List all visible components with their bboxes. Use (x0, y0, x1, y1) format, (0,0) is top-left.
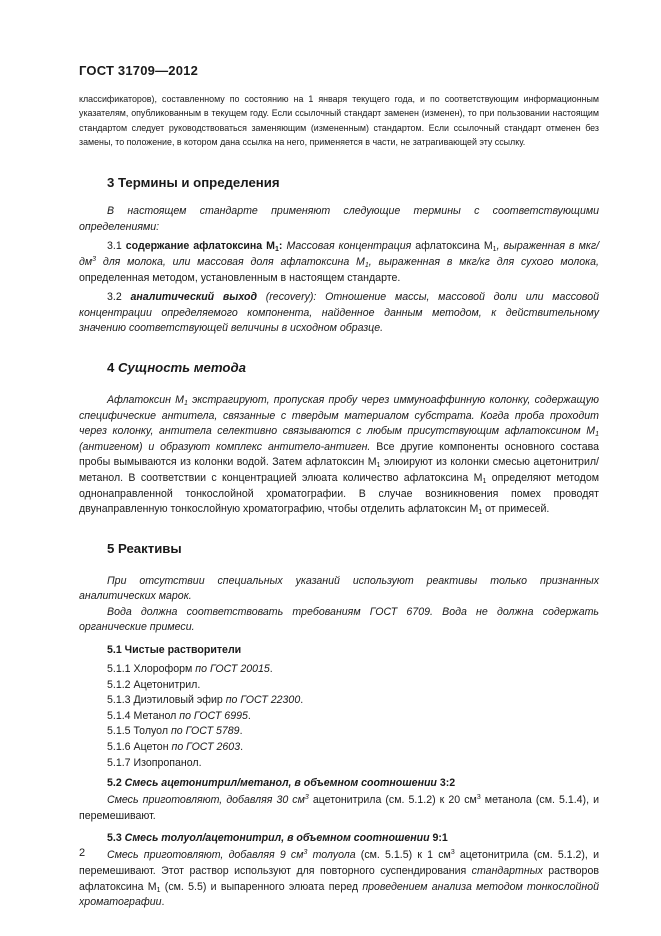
subsection-5-3-heading (79, 832, 599, 844)
def-colon: : (278, 240, 283, 253)
subsection-5-1-heading: 5.1 Чистые растворители (107, 644, 242, 657)
solvent-end: . (269, 663, 273, 676)
heading-text: Сущность метода (118, 359, 246, 375)
subsection-5-2-heading (79, 777, 599, 789)
subsection-5-2-paragraph (79, 793, 599, 824)
mix-text: Смесь приготовляют, добавляя 30 см (107, 794, 305, 807)
def-number: 3.1 (107, 240, 126, 253)
subsection-number: 5.3 (107, 832, 125, 845)
method-text: (антигеном) и образуют комплекс антитело-антиген. (79, 440, 371, 453)
def-text: , выраженная в мкг/кг для сухого молока, (368, 255, 599, 268)
def-term: содержание афлатоксина М (125, 240, 276, 253)
section-5-heading: 5 Реактивы (107, 540, 182, 556)
mix-text: ацетонитрила (308, 794, 382, 807)
def-number: 3.2 (107, 291, 131, 304)
list-item (79, 756, 599, 772)
section-5-paragraph-2 (79, 605, 599, 636)
solvent-list (79, 662, 599, 771)
list-item (79, 740, 599, 756)
mix-text: проведением анализа методом тонкослойной хроматографии (79, 880, 599, 909)
solvent-name: Ацетонитрил (133, 678, 198, 691)
section-5-paragraph-1 (79, 574, 599, 605)
mix-text: (см. 5.1.5) к 1 см (355, 849, 451, 862)
list-item (79, 662, 599, 678)
solvent-end: . (198, 756, 202, 769)
mix-text: (см. 5.1.2) к 20 см (381, 794, 477, 807)
method-subscript: 1 (595, 431, 599, 439)
list-item (79, 709, 599, 725)
mix-text: Смесь приготовляют, добавляя 9 см (107, 849, 304, 862)
solvent-std: по ГОСТ 6995 (176, 709, 248, 722)
subsection-ratio: 3:2 (436, 777, 456, 790)
reagents-text: При отсутствии специальных указаний используют реактивы только признанных аналитических марок. (79, 574, 599, 603)
section-4-heading (79, 360, 599, 375)
solvent-std: по ГОСТ 5789 (168, 725, 240, 738)
def-subscript: 1 (492, 246, 497, 254)
solvent-num: 5.1.2 (107, 678, 134, 691)
mix-superscript: 3 (304, 794, 309, 802)
list-item (79, 678, 599, 694)
mix-text: ацетонитрила (см. 5.1.2), и перемешивают. Этот раствор используют для повторного суспендирования (79, 849, 599, 877)
subsection-title: Смесь толуол/ацетонитрил, в объемном соотношении (124, 832, 430, 845)
solvent-num: 5.1.6 (107, 741, 134, 754)
section-4-paragraph (79, 393, 599, 518)
method-text: экстрагируют, пропуская пробу через иммуноаффинную колонку, содержащую специфические антитела, связанные с твердым материалом субстрата. Когда проба проходит через колонку, антитела селективно связываются с любым присутствующим афлатоксином М (79, 393, 599, 438)
solvent-name: Толуол (133, 725, 169, 738)
solvent-end: . (239, 725, 243, 738)
list-item (79, 724, 599, 740)
method-text: Все другие компоненты основного состава пробы вымываются из колонки водой. Затем афлатоксин М (79, 440, 600, 469)
def-text: (recovery): Отношение массы, массовой доли или массовой концентрации определяемого компонента, найденное данным методом, к действительному значению соответствующей величины в исходном образце. (79, 291, 600, 335)
def-term-subscript: 1 (275, 246, 279, 254)
method-subscript: 1 (478, 509, 483, 517)
solvent-name: Ацетон (133, 741, 169, 754)
continuation-paragraph: классификаторов), составленному по состоянию на 1 января текущего года, и по соответствующим информационным указателям, опубликованным в текущем году. Если ссылочный стандарт заменен (изменен), то при пользовании настоящим стандартом следует руководствоваться заменяющим (измененным) стандартом. Если ссылочный стандарт отменен без замены, то положение, в котором дана ссылка на него, применяется в части, не затрагивающей эту ссылку. (79, 94, 599, 147)
solvent-num: 5.1.7 (107, 756, 134, 769)
mix-text: . (161, 896, 165, 909)
page-number: 2 (79, 847, 86, 859)
subsection-number: 5.2 (107, 777, 125, 790)
def-text: афлатоксина М (411, 240, 493, 253)
document-body (79, 92, 599, 911)
solvent-end: . (247, 709, 251, 722)
mix-text: стандартных (466, 865, 543, 877)
def-text: для молока, или массовая доля афлатоксина М (96, 255, 365, 268)
def-subscript: 1 (364, 261, 369, 269)
solvent-std: по ГОСТ 22300 (222, 694, 301, 707)
heading-number: 4 (107, 359, 118, 375)
def-superscript: 3 (92, 255, 97, 263)
subsection-5-3-paragraph (79, 848, 599, 910)
solvent-std: по ГОСТ 20015 (192, 663, 270, 676)
definition-3-1 (79, 239, 599, 286)
subsection-title: Смесь ацетонитрил/метанол, в объемном соотношении (124, 777, 437, 790)
def-term: аналитический выход (130, 291, 257, 304)
mix-text: (см. 5.5) и выпаренного элюата перед (160, 880, 359, 893)
mix-superscript: 3 (476, 794, 481, 802)
definition-3-2 (79, 290, 599, 337)
solvent-num: 5.1.1 (107, 663, 134, 676)
mix-subscript: 1 (156, 886, 161, 894)
method-text: Афлатоксин М (107, 393, 184, 406)
subsection-ratio: 9:1 (429, 832, 448, 845)
solvent-name: Изопропанол (133, 756, 199, 769)
method-text: от примесей. (482, 503, 550, 516)
solvent-num: 5.1.4 (107, 709, 134, 722)
method-text: элюируют из колонки смесью ацетонитрил/метанол. В соответствии с концентрацией элюата количество афлатоксина М (79, 456, 599, 484)
method-subscript: 1 (183, 399, 188, 407)
def-text: определенная методом, установленным в настоящем стандарте. (79, 271, 401, 284)
section-3-intro (79, 204, 599, 235)
def-text: , выраженная в мкг/дм (79, 240, 600, 268)
method-text: определяют методом однонаправленной тонкослойной хроматографии. В случае возникновения помех проводят двунаправленную тонкослойную хроматографию, чтобы отделить афлатоксин М (79, 471, 599, 516)
solvent-num: 5.1.3 (107, 694, 134, 707)
solvent-name: Метанол (133, 709, 177, 722)
solvent-num: 5.1.5 (107, 725, 134, 738)
solvent-end: . (240, 741, 244, 754)
mix-superscript: 3 (450, 849, 455, 857)
solvent-end: . (197, 678, 201, 691)
mix-text: метанола (см. 5.1.4), и перемешивают. (79, 794, 600, 822)
method-subscript: 1 (376, 462, 381, 470)
method-subscript: 1 (482, 477, 487, 485)
mix-superscript: 3 (303, 849, 308, 857)
standard-header: ГОСТ 31709—2012 (79, 63, 198, 78)
list-item (79, 693, 599, 709)
solvent-name: Хлороформ (133, 663, 193, 676)
def-text: Массовая концентрация (282, 240, 412, 253)
solvent-end: . (300, 694, 304, 707)
water-text: Вода должна соответствовать требованиям ГОСТ 6709. Вода не должна содержать органические примеси. (79, 605, 599, 634)
section-3-heading: 3 Термины и определения (107, 175, 280, 191)
intro-text: В настоящем стандарте применяют следующие термины с соответствующими определениями: (79, 205, 599, 233)
solvent-std: по ГОСТ 2603 (168, 741, 241, 754)
mix-text: толуола (307, 849, 356, 862)
solvent-name: Диэтиловый эфир (133, 694, 223, 707)
mix-text: растворов афлатоксина М (79, 865, 599, 893)
